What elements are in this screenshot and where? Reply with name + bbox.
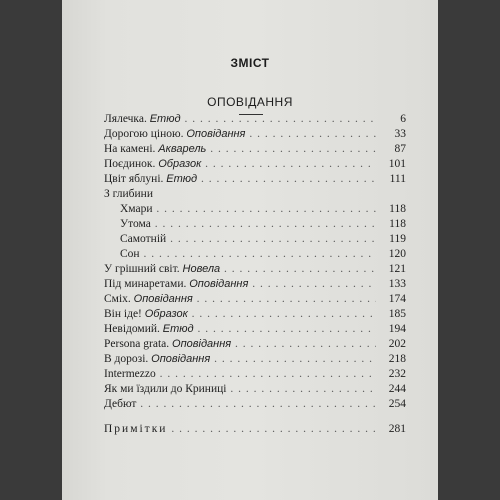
toc-entry-text bbox=[104, 382, 376, 397]
toc-entry bbox=[104, 397, 406, 412]
toc-entry bbox=[104, 247, 406, 262]
toc-entry-title: Дорогою ціною. bbox=[104, 128, 184, 140]
toc-entry bbox=[104, 307, 406, 322]
toc-entry-text bbox=[120, 232, 376, 247]
toc-entry-title: Сміх. bbox=[104, 293, 131, 305]
toc-entry-title: Поєдинок. bbox=[104, 158, 156, 170]
toc-page-number: 281 bbox=[388, 423, 406, 435]
toc-entry-label bbox=[104, 113, 376, 125]
toc-entry-text bbox=[104, 142, 376, 157]
toc-page-number: 244 bbox=[388, 383, 406, 395]
toc-entry-label bbox=[104, 143, 376, 155]
toc-page-number: 87 bbox=[394, 143, 406, 155]
toc-entry-title: Під минаретами. bbox=[104, 278, 187, 290]
toc-page-number: 202 bbox=[388, 338, 406, 350]
toc-entry-label bbox=[104, 398, 376, 410]
toc-entry bbox=[104, 277, 406, 292]
toc-entry bbox=[104, 112, 406, 127]
toc-entry bbox=[104, 157, 406, 172]
toc-entry-title: Примітки bbox=[104, 423, 168, 435]
toc-entry bbox=[104, 422, 406, 437]
toc-entry-title: Intermezzo bbox=[104, 368, 156, 380]
toc-entry-genre: Етюд bbox=[149, 113, 181, 125]
toc-entry-title: В дорозі. bbox=[104, 353, 149, 365]
toc-entry-title: Persona grata. bbox=[104, 338, 170, 350]
toc-entry-label bbox=[104, 173, 376, 185]
toc-entry-genre: Новела bbox=[182, 263, 221, 275]
toc-entry-genre: Оповідання bbox=[172, 338, 232, 350]
toc-entry-text bbox=[104, 307, 376, 322]
toc-entry-label bbox=[120, 203, 376, 215]
toc-page-number: 254 bbox=[388, 398, 406, 410]
toc-entry-text bbox=[120, 247, 376, 262]
toc-page-number: 33 bbox=[394, 128, 406, 140]
toc-entry bbox=[104, 232, 406, 247]
toc-entry bbox=[104, 382, 406, 397]
toc-entry-label bbox=[104, 278, 376, 290]
toc-entry-text bbox=[120, 217, 376, 232]
toc-entry-text bbox=[104, 322, 376, 337]
toc-page-number: 111 bbox=[389, 173, 406, 185]
toc-entry-text bbox=[104, 277, 376, 292]
toc-page-number: 6 bbox=[400, 113, 406, 125]
toc-entry-text bbox=[104, 112, 376, 127]
toc-entry-label bbox=[104, 338, 376, 350]
toc-entry-text bbox=[104, 352, 376, 367]
toc-entry-label bbox=[104, 423, 376, 435]
toc-entry-genre: Етюд bbox=[166, 173, 198, 185]
toc-entry-label bbox=[104, 368, 376, 380]
toc-entry bbox=[104, 337, 406, 352]
toc-entry-text bbox=[120, 202, 376, 217]
toc-entry-genre: Оповідання bbox=[186, 128, 246, 140]
toc-entry-genre: Оповідання bbox=[189, 278, 249, 290]
toc-entry-text bbox=[104, 292, 376, 307]
toc-entry-text bbox=[104, 337, 376, 352]
toc-entry-text bbox=[104, 422, 376, 437]
section-heading: ОПОВІДАННЯ bbox=[207, 95, 293, 109]
toc-entry bbox=[104, 202, 406, 217]
toc-entry-title: Як ми їздили до Криниці bbox=[104, 383, 227, 395]
toc-entry bbox=[104, 172, 406, 187]
toc-entry-title: Невідомий. bbox=[104, 323, 160, 335]
toc-entry-text bbox=[104, 262, 376, 277]
toc-entry-title: Сон bbox=[120, 248, 140, 260]
toc-page-number: 232 bbox=[388, 368, 406, 380]
toc-entry-genre: Оповідання bbox=[133, 293, 193, 305]
toc-entry-title: Лялечка. bbox=[104, 113, 147, 125]
toc-page-number: 119 bbox=[389, 233, 406, 245]
toc-entry-label bbox=[104, 383, 376, 395]
toc-entry-genre: Образок bbox=[158, 158, 202, 170]
toc-entry-text bbox=[104, 172, 376, 187]
toc-entry-title: Хмари bbox=[120, 203, 153, 215]
toc-entry-genre: Етюд bbox=[162, 323, 194, 335]
toc-entry bbox=[104, 142, 406, 157]
toc-entry-genre: Оповідання bbox=[151, 353, 211, 365]
toc-entry-label bbox=[104, 323, 376, 335]
toc-entry-label bbox=[104, 158, 376, 170]
toc-entry-label bbox=[104, 128, 376, 140]
toc-entry-title: Дебют bbox=[104, 398, 137, 410]
toc-entry-title: З глибини bbox=[104, 188, 153, 200]
toc-entry-label bbox=[104, 293, 376, 305]
table-of-contents bbox=[104, 112, 406, 437]
toc-page-number: 133 bbox=[388, 278, 406, 290]
toc-entry-label bbox=[120, 218, 376, 230]
toc-entry-text bbox=[104, 157, 376, 172]
toc-entry-label bbox=[120, 248, 376, 260]
toc-entry-title: У грішний світ. bbox=[104, 263, 180, 275]
toc-entry bbox=[104, 262, 406, 277]
toc-entry-text bbox=[104, 367, 376, 382]
toc-entry-title: Самотній bbox=[120, 233, 167, 245]
toc-page-number: 121 bbox=[388, 263, 406, 275]
toc-entry-label bbox=[104, 263, 376, 275]
toc-entry bbox=[104, 217, 406, 232]
toc-entry bbox=[104, 292, 406, 307]
toc-entry bbox=[104, 322, 406, 337]
toc-page-number: 101 bbox=[388, 158, 406, 170]
toc-entry-label bbox=[104, 188, 153, 200]
toc-entry bbox=[104, 187, 406, 202]
toc-entry-genre: Акварель bbox=[158, 143, 207, 155]
toc-entry bbox=[104, 367, 406, 382]
toc-entry-label bbox=[104, 353, 376, 365]
toc-entry-text bbox=[104, 397, 376, 412]
page-title: ЗМІСТ bbox=[230, 56, 270, 70]
toc-entry-text bbox=[104, 187, 376, 202]
toc-entry-label bbox=[104, 308, 376, 320]
toc-entry-title: Цвіт яблуні. bbox=[104, 173, 164, 185]
toc-page-number: 118 bbox=[389, 203, 406, 215]
toc-page-number: 185 bbox=[388, 308, 406, 320]
toc-entry bbox=[104, 127, 406, 142]
toc-entry-text bbox=[104, 127, 376, 142]
toc-page-number: 120 bbox=[388, 248, 406, 260]
toc-entry-label bbox=[120, 233, 376, 245]
toc-entry-genre: Образок bbox=[144, 308, 188, 320]
toc-page-number: 118 bbox=[389, 218, 406, 230]
toc-entry bbox=[104, 352, 406, 367]
toc-entry-title: Він іде! bbox=[104, 308, 142, 320]
toc-entry-title: Утома bbox=[120, 218, 151, 230]
toc-page-number: 174 bbox=[388, 293, 406, 305]
toc-entry-title: На камені. bbox=[104, 143, 156, 155]
toc-page-number: 194 bbox=[388, 323, 406, 335]
toc-page-number: 218 bbox=[388, 353, 406, 365]
